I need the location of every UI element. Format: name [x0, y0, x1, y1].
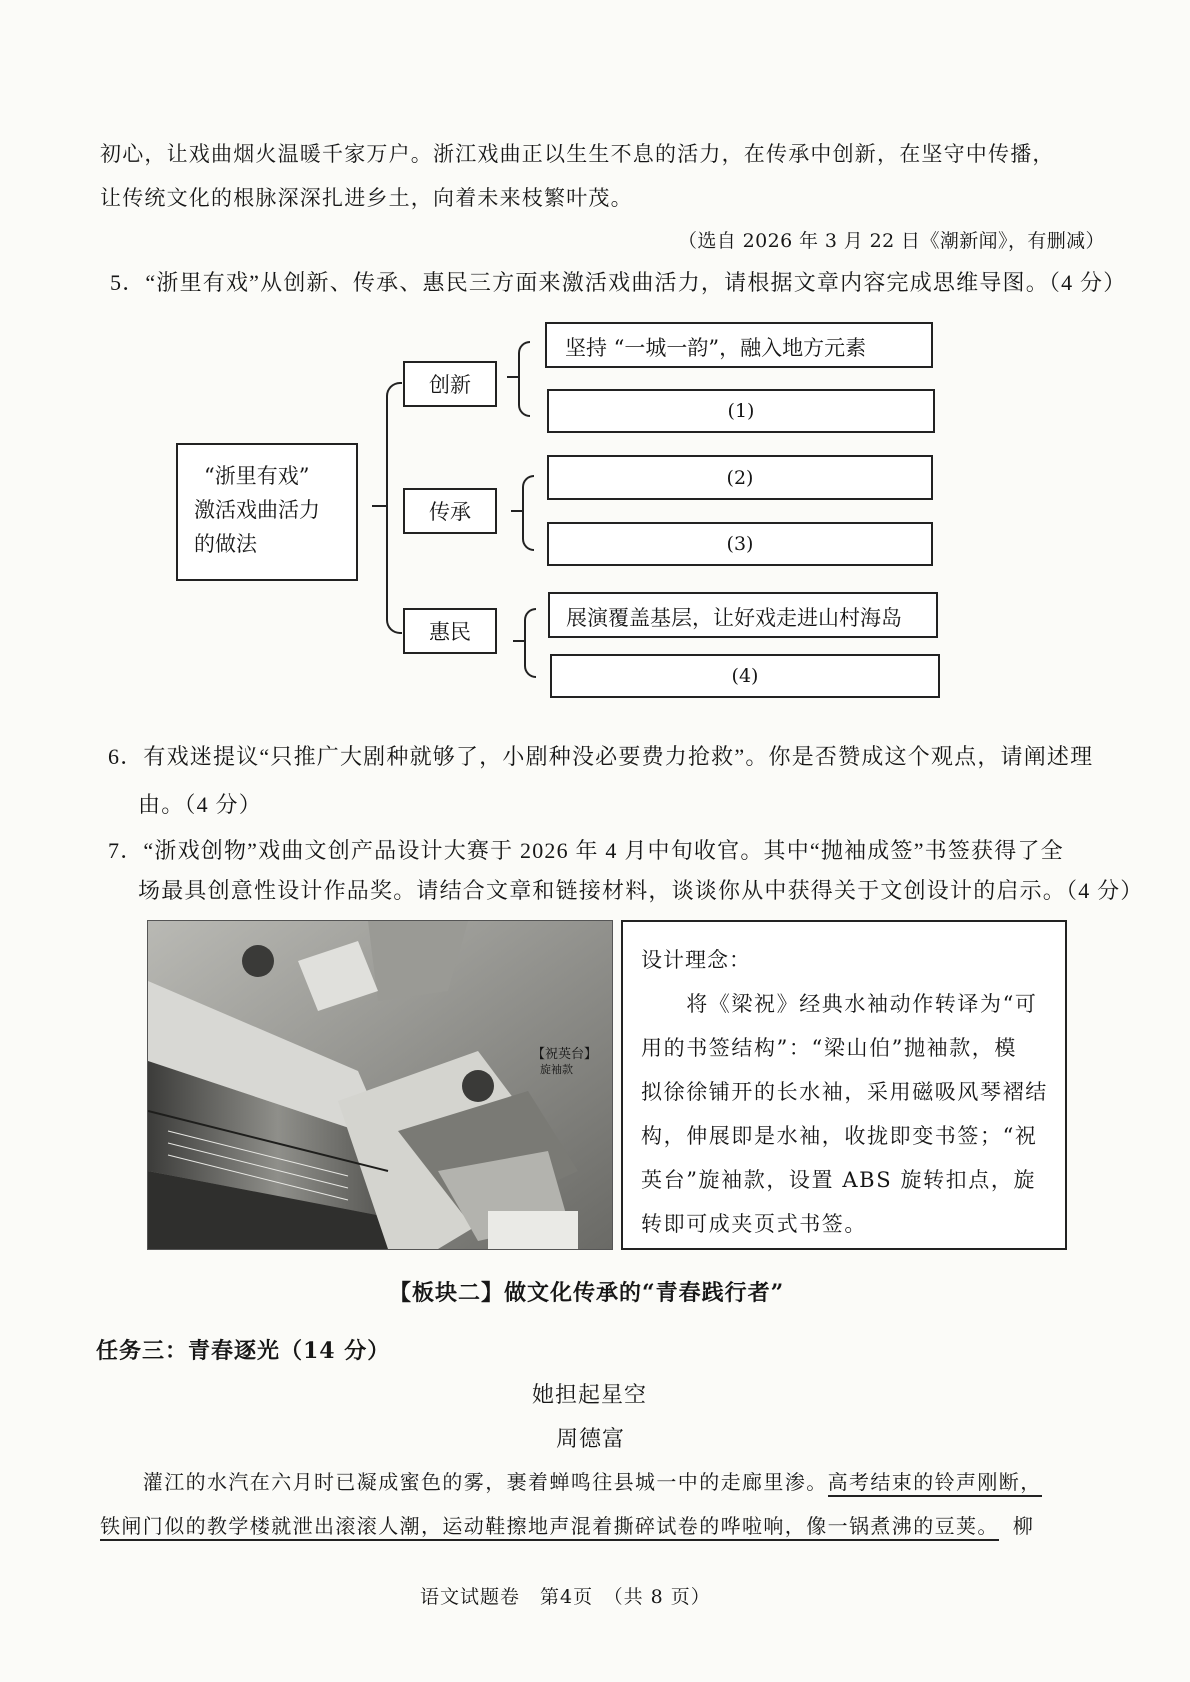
bookmark-photo-art	[148, 921, 612, 1249]
answer-blank-2[interactable]: (2)	[547, 455, 933, 500]
section-heading: 【板块二】做文化传承的“青春践行者”	[389, 1280, 785, 1306]
question-6: 6．有戏迷提议“只推广大剧种就够了，小剧种没必要费力抢救”。你是否赞成这个观点，请阐述理	[108, 744, 1094, 769]
underlined-sentence: 铁闸门似的教学楼就泄出滚滚人潮，运动鞋擦地声混着撕碎试卷的哗啦响，像一锅煮沸的豆荚。	[100, 1514, 999, 1541]
branch-inheritance: 传承	[403, 488, 497, 534]
brace-tick	[513, 640, 524, 642]
concept-line: 用的书签结构”：“梁山伯”抛袖款，模	[641, 1036, 1018, 1060]
article-paragraph	[100, 1510, 1034, 1539]
root-line: “浙里有戏”	[204, 464, 310, 488]
concept-line: 将《梁祝》经典水袖动作转译为“可	[641, 992, 1038, 1016]
brace-tick	[511, 510, 522, 512]
design-concept-box	[621, 920, 1067, 1250]
root-line: 激活戏曲活力	[194, 498, 320, 522]
question-7: 7．“浙戏创物”戏曲文创产品设计大赛于 2026 年 4 月中旬收官。其中“抛袖成签”书签获得了全	[108, 838, 1064, 863]
sub-brace	[518, 341, 530, 417]
main-brace	[386, 382, 402, 634]
brace-tick	[372, 505, 386, 507]
source-citation: （选自 2026 年 3 月 22 日《潮新闻》，有删减）	[678, 230, 1105, 252]
answer-blank-3[interactable]: (3)	[547, 522, 933, 566]
concept-line: 构，伸展即是水袖，收拢即变书签；“祝	[641, 1124, 1038, 1148]
answer-blank-4[interactable]: (4)	[550, 654, 940, 698]
concept-line: 拟徐徐铺开的长水袖，采用磁吸风琴褶结	[641, 1080, 1048, 1104]
photo-caption: 旋袖款	[540, 1063, 573, 1076]
item-box: 坚持 “一城一韵”，融入地方元素	[545, 322, 933, 368]
question-6-cont: 由。（4 分）	[138, 792, 262, 817]
sub-brace	[524, 608, 536, 678]
para-text: 灌江的水汽在六月时已凝成蜜色的雾，裹着蝉鸣往县城一中的走廊里渗。	[100, 1470, 828, 1494]
brace-tick	[507, 376, 518, 378]
branch-innovation: 创新	[403, 361, 497, 407]
mindmap-root	[176, 443, 358, 581]
task-heading: 任务三：青春逐光（14 分）	[96, 1338, 391, 1364]
underlined-sentence: 高考结束的铃声刚断，	[828, 1470, 1042, 1497]
article-author: 周德富	[556, 1427, 626, 1452]
bookmark-photo	[147, 920, 613, 1250]
page-footer: 语文试题卷 第4页 （共 8 页）	[420, 1586, 711, 1608]
question-5: 5．“浙里有戏”从创新、传承、惠民三方面来激活戏曲活力，请根据文章内容完成思维导图。（4 分）	[110, 270, 1127, 295]
article-paragraph	[100, 1466, 1042, 1495]
passage-line: 初心，让戏曲烟火温暖千家万户。浙江戏曲正以生生不息的活力，在传承中创新，在坚守中传播，	[100, 142, 1055, 166]
root-line: 的做法	[194, 532, 257, 556]
concept-title: 设计理念：	[641, 948, 751, 972]
article-title: 她担起星空	[532, 1383, 648, 1408]
concept-line: 英台”旋袖款，设置 ABS 旋转扣点，旋	[641, 1168, 1037, 1192]
para-text: 柳	[1012, 1514, 1035, 1538]
photo-caption: 【祝英台】	[532, 1047, 598, 1062]
answer-blank-1[interactable]: (1)	[547, 389, 935, 433]
question-7-cont: 场最具创意性设计作品奖。请结合文章和链接材料，谈谈你从中获得关于文创设计的启示。（4 分）	[138, 878, 1144, 903]
passage-line: 让传统文化的根脉深深扎进乡土，向着未来枝繁叶茂。	[100, 186, 633, 210]
concept-line: 转即可成夹页式书签。	[641, 1212, 867, 1236]
branch-benefit: 惠民	[403, 608, 497, 654]
sub-brace	[522, 475, 534, 551]
item-box: 展演覆盖基层，让好戏走进山村海岛	[548, 592, 938, 638]
